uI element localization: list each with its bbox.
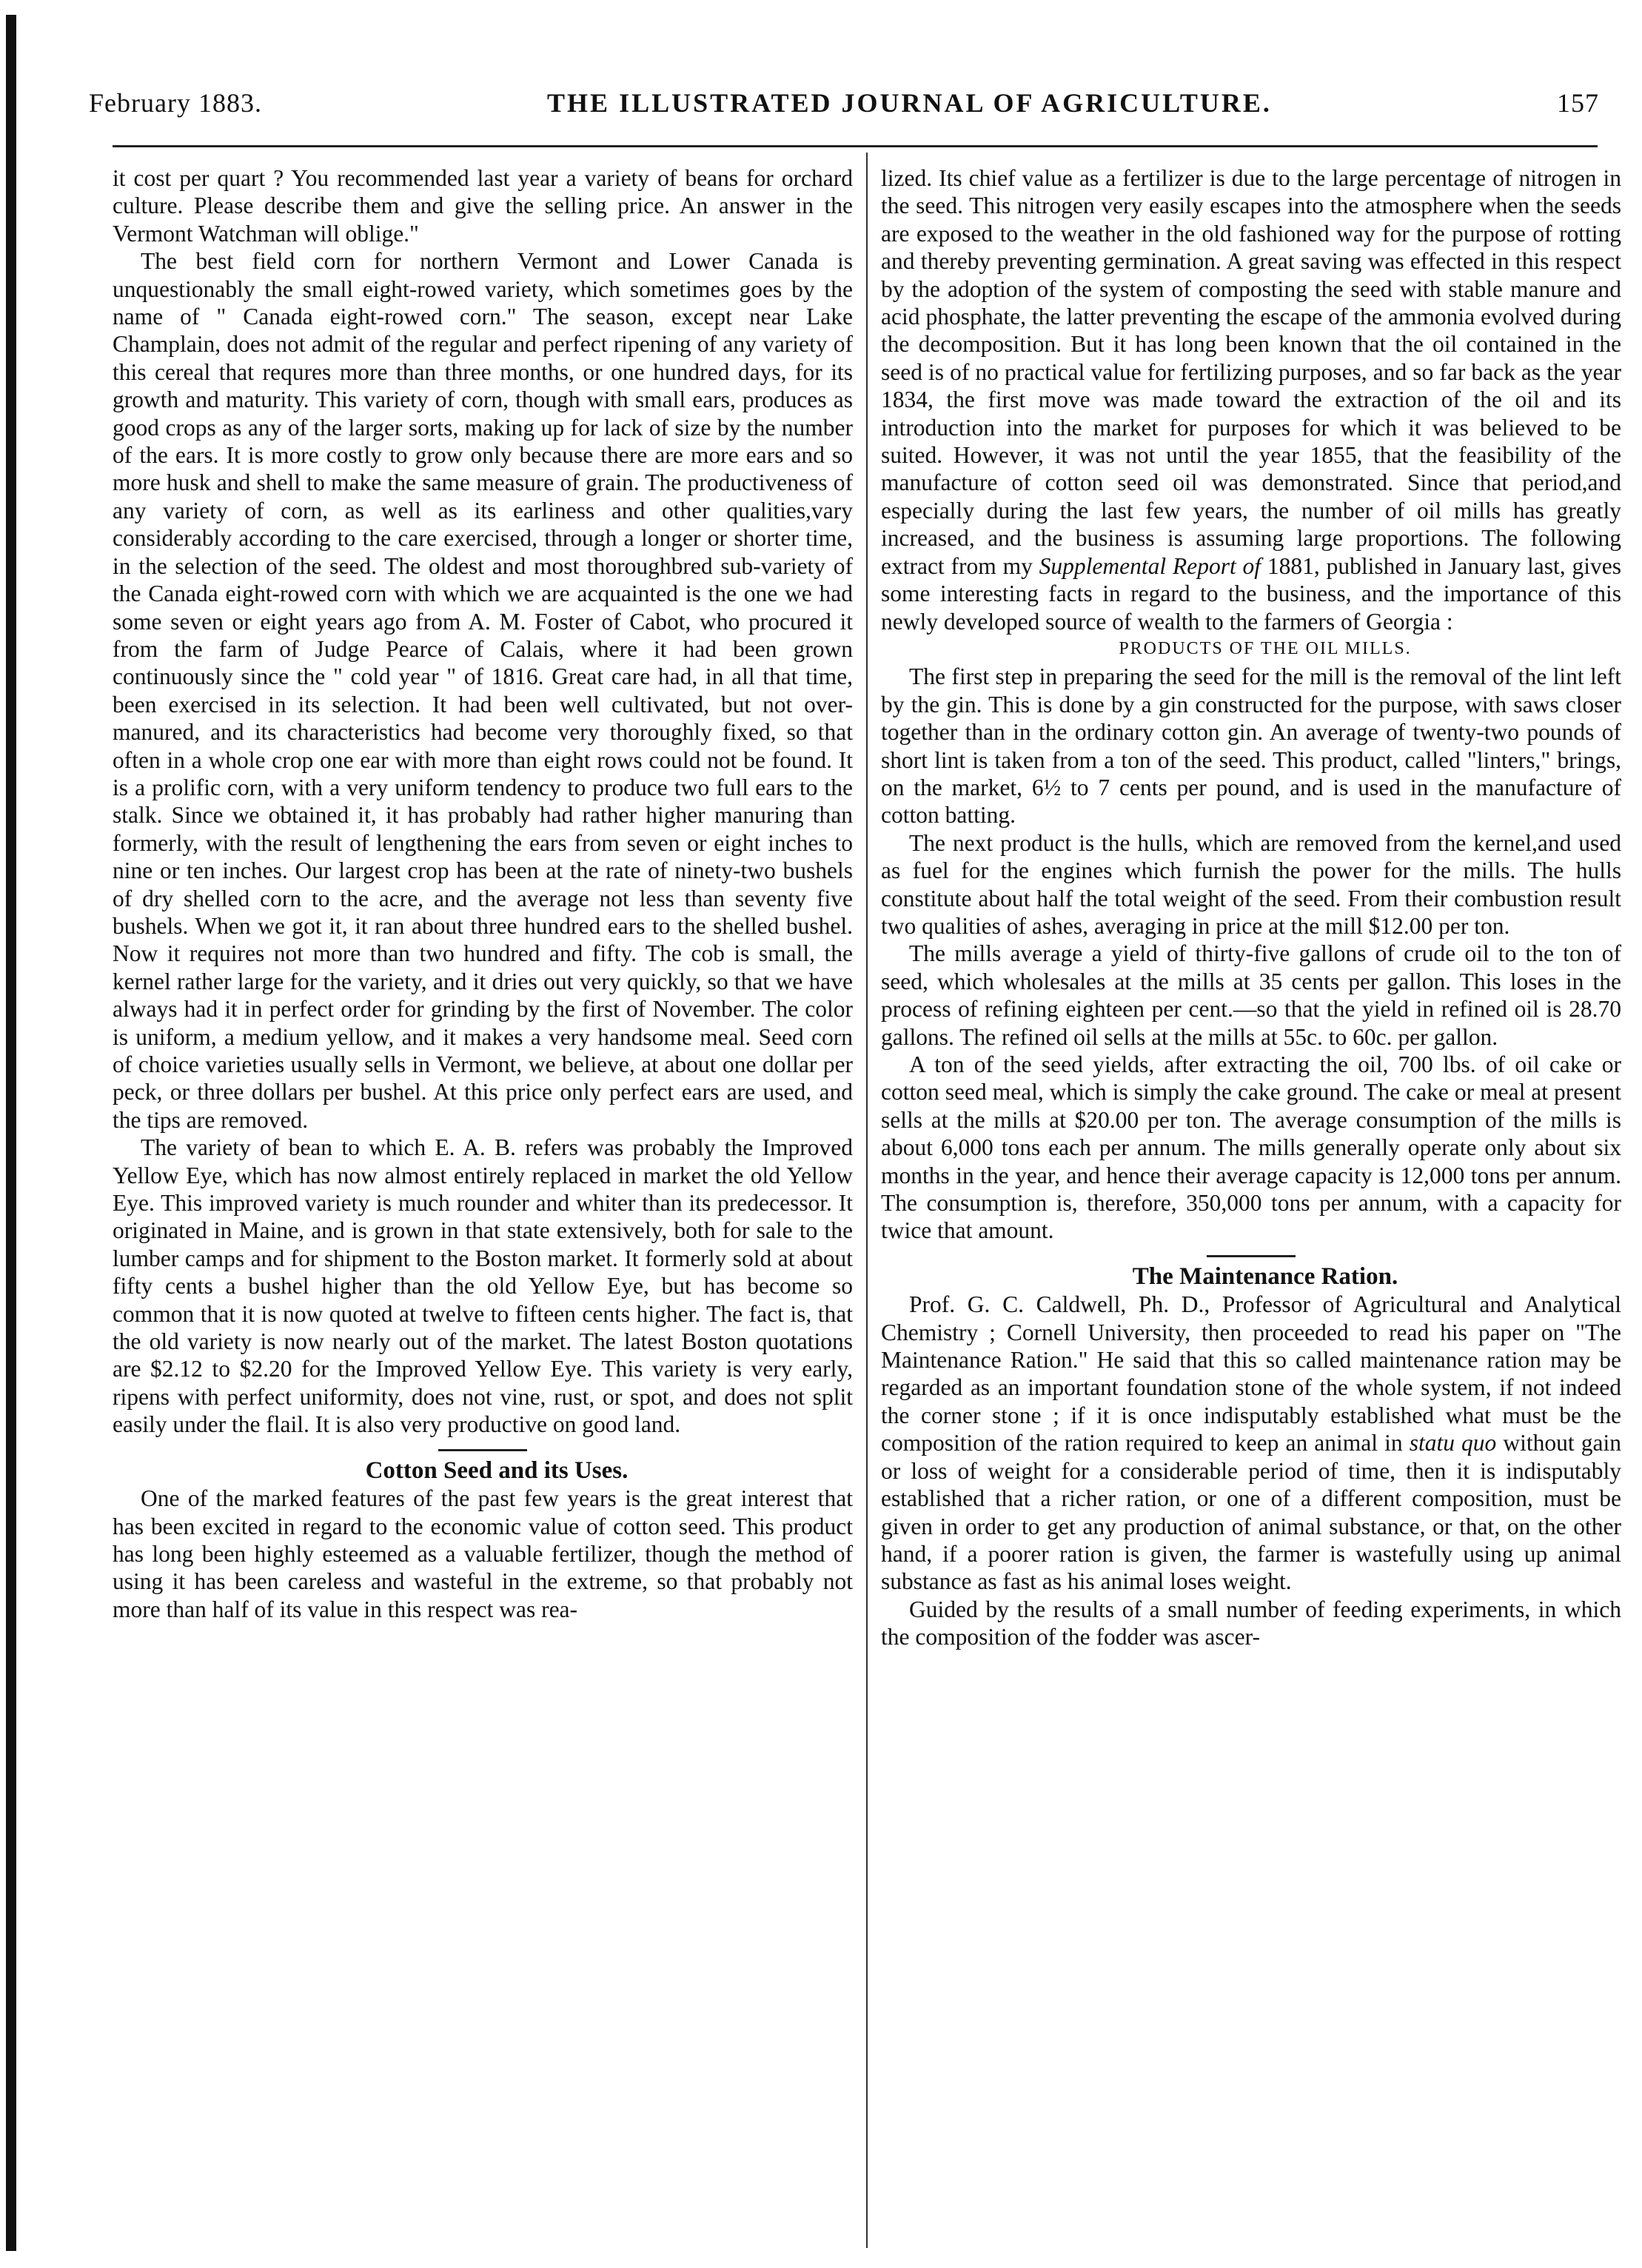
paragraph: The mills average a yield of thirty-five gallons of crude oil to the ton of seed, which wholesales at the mills at 35 cents per gallon. This loses in the process of refining eighteen per cent.—so that the yield in refined oil is 28.70 gallons. The refined oil sells at the mills at 55c. to 60c. per gallon. xyxy=(881,940,1621,1050)
report-title: Supplemental Report of xyxy=(1039,552,1261,579)
paragraph: A ton of the seed yields, after extracting the oil, 700 lbs. of oil cake or cotton seed meal, which is simply the cake ground. The cake or meal at present sells at the mills at $20.00 per ton. The average consumption of the mills is about 6,000 tons each per annum. The mills generally operate only about six months in the year, and hence their average capacity is 12,000 tons per annum. The consumption is, therefore, 350,000 tons per annum, with a capacity for twice that amount. xyxy=(881,1051,1621,1244)
paragraph: Guided by the results of a small number of feeding experiments, in which the composition of the fodder was ascer- xyxy=(881,1596,1621,1650)
page-margin-bar xyxy=(6,15,16,2251)
paragraph: The next product is the hulls, which are removed from the kernel,and used as fuel for the engines which furnish the power for the mills. The hulls constitute about half the total weight of the seed. From their combustion result two qualities of ashes, averaging in price at the mill $12.00 per ton. xyxy=(881,829,1621,939)
text-run: Prof. G. C. Caldwell, Ph. D., Professor of Agricultural and Analytical Chemistry ; Cornell University, then proceeded to read his paper on "The Maintenance Ration." He said that this so called maintenance ration may be regarded as an important foundation stone of the whole system, if not indeed the corner stone ; if it is once indisputably established what must be the composition of the ration required to keep an animal in xyxy=(881,1291,1621,1456)
column-divider xyxy=(866,153,868,2248)
journal-title: THE ILLUSTRATED JOURNAL OF AGRICULTURE. xyxy=(547,88,1272,118)
text-run: lized. Its chief value as a fertilizer is due to the large percentage of nitrogen in the seed. This nitrogen very easily escapes into the atmosphere when the seeds are exposed to the weather in the old fashioned way for the purpose of rotting and thereby preventing germination. A great saving was effected in this respect by the adoption of the system of composting the seed with stable manure and acid phosphate, the latter preventing the escape of the ammonia evolved during the decomposition. But it has long been known that the oil contained in the seed is of no practical value for fertilizing purposes, and so far back as the year 1834, the first move was made toward the extraction of the oil and its introduction into the market for purposes for which it was believed to be suited. However, it was not until the year 1855, that the feasibility of the manufacture of cotton seed oil was demonstrated. Since that period,and especially during the last few years, the number of oil mills has greatly increased, and the business is assuming large proportions. The following extract from my xyxy=(881,165,1621,579)
paragraph: One of the marked features of the past few years is the great interest that has been excited in regard to the economic value of cotton seed. This product has long been highly esteemed as a valuable fertilizer, though the method of using it has been careless and wasteful in the extreme, so that probably not more than half of its value in this respect was rea- xyxy=(113,1485,853,1622)
text-run: without gain or loss of weight for a considerable period of time, then it is indisputably established that a richer ration, or one of a different composition, must be given in order to get any production of animal substance, or that, on the other hand, if a poorer ration is given, the farmer is wastefully using up animal substance as fast as his animal loses weight. xyxy=(881,1430,1621,1595)
issue-date: February 1883. xyxy=(89,88,262,118)
article-heading: The Maintenance Ration. xyxy=(1132,1262,1398,1290)
latin-phrase: statu quo xyxy=(1409,1430,1497,1456)
paragraph xyxy=(881,164,1621,635)
page-number: 157 xyxy=(1556,88,1599,118)
section-rule xyxy=(438,1449,527,1451)
running-head xyxy=(89,87,1599,129)
left-column xyxy=(113,164,853,1623)
section-subheading: PRODUCTS OF THE OIL MILLS. xyxy=(1119,638,1412,658)
paragraph: The best field corn for northern Vermont and Lower Canada is unquestionably the small eight-rowed variety, which sometimes goes by the name of " Canada eight-rowed corn." The season, except near Lake Champlain, does not admit of the regular and perfect ripening of any variety of this cereal that requres more than three months, or one hundred days, for its growth and maturity. This variety of corn, though with small ears, produces as good crops as any of the larger sorts, making up for lack of size by the number of the ears. It is more costly to grow only because there are more ears and so more husk and shell to make the same measure of grain. The productiveness of any variety of corn, as well as its earliness and other qualities,vary considerably according to the care exercised, through a longer or shorter time, in the selection of the seed. The oldest and most thoroughbred sub-variety of the Canada eight-rowed corn with which we are acquainted is the one we had some seven or eight years ago from A. M. Foster of Cabot, who procured it from the farm of Judge Pearce of Calais, where it had been grown continuously since the " cold year " of 1816. Great care had, in all that time, been exercised in its selection. It had been well cultivated, but not over-manured, and its characteristics had become very thoroughly fixed, so that often in a whole crop one ear with more than eight rows could not be found. It is a prolific corn, with a very uniform tendency to produce two full ears to the stalk. Since we obtained it, it has probably had rather higher manuring than formerly, with the result of lengthening the ears from seven or eight inches to nine or ten inches. Our largest crop has been at the rate of ninety-two bushels of dry shelled corn to the acre, and the average not less than seventy five bushels. When we got it, it ran about three hundred ears to the shelled bushel. Now it requires not more than two hundred and fifty. The cob is small, the kernel rather large for the variety, and it dries out very quickly, so that we have always had it in perfect order for grinding by the first of November. The color is uniform, a medium yellow, and it makes a very handsome meal. Seed corn of choice varieties usually sells in Vermont, we believe, at about one dollar per peck, or three dollars per bushel. At this price only perfect ears are used, and the tips are removed. xyxy=(113,248,853,1133)
text-run: 1881, published in January last, gives some interesting facts in regard to the business, and the importance of this newly developed source of wealth to the farmers of Georgia : xyxy=(881,552,1621,635)
paragraph: The variety of bean to which E. A. B. refers was probably the Improved Yellow Eye, which has now almost entirely replaced in market the old Yellow Eye. This improved variety is much rounder and whiter than its predecessor. It originated in Maine, and is grown in that state extensively, both for sale to the lumber camps and for shipment to the Boston market. It formerly sold at about fifty cents a bushel higher than the old Yellow Eye, but has become so common that it is now quoted at twelve to fifteen cents higher. The fact is, that the old variety is now nearly out of the market. The latest Boston quotations are $2.12 to $2.20 for the Improved Yellow Eye. This variety is very early, ripens with perfect uniformity, does not vine, rust, or spot, and does not split easily under the flail. It is also very productive on good land. xyxy=(113,1134,853,1438)
header-rule xyxy=(113,145,1598,147)
right-column xyxy=(881,164,1621,1651)
section-rule xyxy=(1207,1255,1296,1257)
paragraph: it cost per quart ? You recommended last year a variety of beans for orchard culture. Please describe them and give the selling price. An answer in the Vermont Watchman will oblige." xyxy=(113,165,853,247)
paragraph xyxy=(881,1291,1621,1595)
article-heading: Cotton Seed and its Uses. xyxy=(365,1456,629,1484)
paragraph: The first step in preparing the seed for the mill is the removal of the lint left by the gin. This is done by a gin constructed for the purpose, with saws closer together than in the ordinary cotton gin. An average of twenty-two pounds of short lint is taken from a ton of the seed. This product, called "linters," brings, on the market, 6½ to 7 cents per pound, and is used in the manufacture of cotton batting. xyxy=(881,663,1621,829)
